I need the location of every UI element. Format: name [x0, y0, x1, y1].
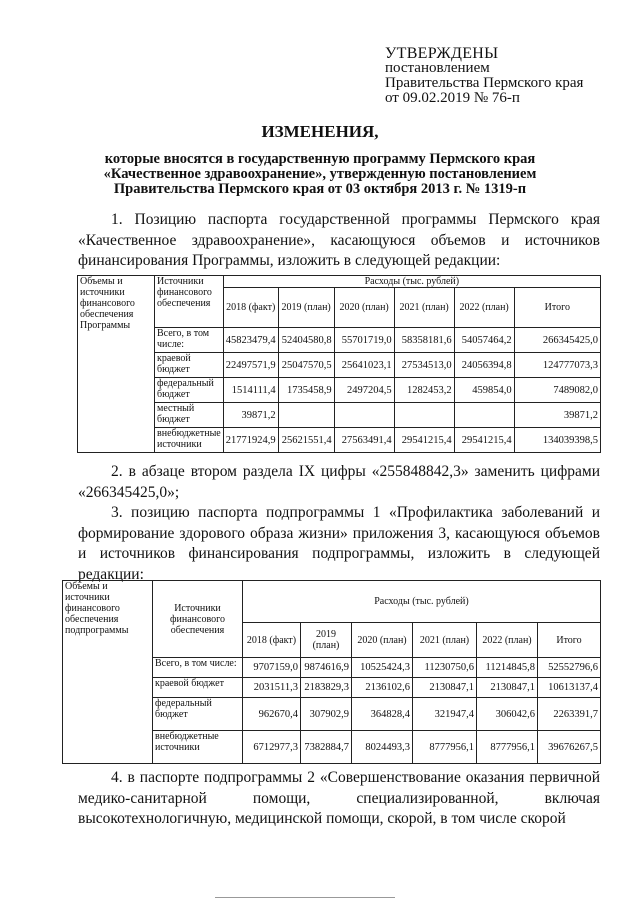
paragraph-4: 4. в паспорте подпрограммы 2 «Совершенствование оказания первичной медико-санитарной помощи, специализированной, включая высокотехнологичную, медицинской помощи, скорой, в том числе скорой	[78, 769, 600, 827]
value-cell: 27534513,0	[394, 353, 454, 378]
year-header: Итого	[538, 623, 601, 658]
value-cell: 29541215,4	[454, 428, 514, 453]
value-cell: 306042,6	[477, 698, 538, 731]
document-subtitle: «Качественное здравоохранение», утвержденную постановлением	[103, 166, 537, 182]
value-cell: 55701719,0	[334, 328, 394, 353]
year-header: 2018 (факт)	[243, 623, 301, 658]
source-cell: местный бюджет	[155, 403, 224, 428]
value-cell: 21771924,9	[223, 428, 278, 453]
table-row	[78, 353, 601, 378]
value-cell: 2183829,3	[301, 678, 352, 698]
document-subtitle: которые вносятся в государственную программу Пермского края	[104, 151, 536, 167]
value-cell: 124777073,3	[514, 353, 600, 378]
expenses-header: Расходы (тыс. рублей)	[223, 276, 600, 288]
value-cell: 8777956,1	[477, 731, 538, 764]
value-cell: 39871,2	[514, 403, 600, 428]
source-cell: внебюджетные источники	[153, 731, 243, 764]
value-cell: 1282453,2	[394, 378, 454, 403]
value-cell: 2031511,3	[243, 678, 301, 698]
paragraph-1: 1. Позицию паспорта государственной программы Пермского края «Качественное здравоохранение», касающуюся объемов и источников финансирования Программы, изложить в следующей редакции:	[78, 211, 600, 269]
source-cell: краевой бюджет	[153, 678, 243, 698]
value-cell: 8024493,3	[352, 731, 413, 764]
value-cell: 459854,0	[454, 378, 514, 403]
year-header: 2020 (план)	[352, 623, 413, 658]
value-cell: 8777956,1	[413, 731, 477, 764]
value-cell	[278, 403, 334, 428]
sources-header: Источники финансового обеспечения	[155, 276, 224, 328]
source-cell: федеральный бюджет	[153, 698, 243, 731]
table-row	[78, 328, 601, 353]
value-cell: 134039398,5	[514, 428, 600, 453]
value-cell: 22497571,9	[223, 353, 278, 378]
value-cell: 52552796,6	[538, 658, 601, 678]
value-cell: 6712977,3	[243, 731, 301, 764]
year-header: 2021 (план)	[394, 288, 454, 328]
source-cell: внебюджетные источники	[155, 428, 224, 453]
value-cell: 29541215,4	[394, 428, 454, 453]
expenses-header: Расходы (тыс. рублей)	[243, 581, 601, 623]
value-cell: 52404580,8	[278, 328, 334, 353]
value-cell: 58358181,6	[394, 328, 454, 353]
value-cell: 2130847,1	[413, 678, 477, 698]
year-header: 2019 (план)	[301, 623, 352, 658]
approval-stamp	[385, 46, 583, 106]
year-header: Итого	[514, 288, 600, 328]
year-header: 2018 (факт)	[223, 288, 278, 328]
value-cell: 364828,4	[352, 698, 413, 731]
value-cell: 10613137,4	[538, 678, 601, 698]
value-cell: 45823479,4	[223, 328, 278, 353]
approval-line: Правительства Пермского края	[385, 75, 584, 91]
value-cell: 54057464,2	[454, 328, 514, 353]
value-cell: 321947,4	[413, 698, 477, 731]
value-cell: 27563491,4	[334, 428, 394, 453]
value-cell: 9707159,0	[243, 658, 301, 678]
approval-title: УТВЕРЖДЕНЫ	[385, 45, 499, 62]
value-cell: 10525424,3	[352, 658, 413, 678]
source-cell: краевой бюджет	[155, 353, 224, 378]
value-cell: 266345425,0	[514, 328, 600, 353]
table-row	[78, 378, 601, 403]
value-cell: 25047570,5	[278, 353, 334, 378]
value-cell	[394, 403, 454, 428]
page-edge-line	[215, 897, 395, 898]
value-cell: 2497204,5	[334, 378, 394, 403]
document-heading	[0, 122, 640, 197]
financing-table-program	[77, 275, 601, 453]
value-cell: 1514111,4	[223, 378, 278, 403]
source-cell: Всего, в том числе:	[153, 658, 243, 678]
value-cell: 25641023,1	[334, 353, 394, 378]
value-cell: 39871,2	[223, 403, 278, 428]
table-row	[78, 428, 601, 453]
approval-line: от 09.02.2019 № 76-п	[385, 90, 520, 106]
value-cell: 39676267,5	[538, 731, 601, 764]
year-header: 2021 (план)	[413, 623, 477, 658]
table-label-cell: Объемы и источники финансового обеспечения Программы	[78, 276, 155, 453]
value-cell: 1735458,9	[278, 378, 334, 403]
table-label-cell: Объемы и источники финансового обеспечения подпрограммы	[63, 581, 153, 764]
value-cell	[454, 403, 514, 428]
source-cell: Всего, в том числе:	[155, 328, 224, 353]
value-cell: 2263391,7	[538, 698, 601, 731]
year-header: 2022 (план)	[454, 288, 514, 328]
value-cell: 24056394,8	[454, 353, 514, 378]
sources-header: Источники финансового обеспечения	[153, 581, 243, 658]
value-cell: 307902,9	[301, 698, 352, 731]
paragraph-3: 3. позицию паспорта подпрограммы 1 «Профилактика заболеваний и формирование здорового образа жизни» приложения 3, касающуюся объемов и источников финансирования подпрограммы, изложить в следующей редакции:	[78, 504, 600, 583]
source-cell: федеральный бюджет	[155, 378, 224, 403]
value-cell: 25621551,4	[278, 428, 334, 453]
year-header: 2019 (план)	[278, 288, 334, 328]
value-cell	[334, 403, 394, 428]
value-cell: 9874616,9	[301, 658, 352, 678]
value-cell: 7382884,7	[301, 731, 352, 764]
year-header: 2020 (план)	[334, 288, 394, 328]
value-cell: 11214845,8	[477, 658, 538, 678]
value-cell: 2136102,6	[352, 678, 413, 698]
paragraph-2: 2. в абзаце втором раздела IX цифры «255848842,3» заменить цифрами «266345425,0»;	[78, 463, 600, 501]
document-title: ИЗМЕНЕНИЯ,	[261, 122, 379, 141]
year-header: 2022 (план)	[477, 623, 538, 658]
document-subtitle: Правительства Пермского края от 03 октября 2013 г. № 1319-п	[113, 181, 527, 197]
value-cell: 2130847,1	[477, 678, 538, 698]
value-cell: 11230750,6	[413, 658, 477, 678]
table-row	[78, 403, 601, 428]
financing-table-subprogram	[62, 580, 601, 764]
value-cell: 962670,4	[243, 698, 301, 731]
approval-line: постановлением	[385, 60, 490, 76]
value-cell: 7489082,0	[514, 378, 600, 403]
